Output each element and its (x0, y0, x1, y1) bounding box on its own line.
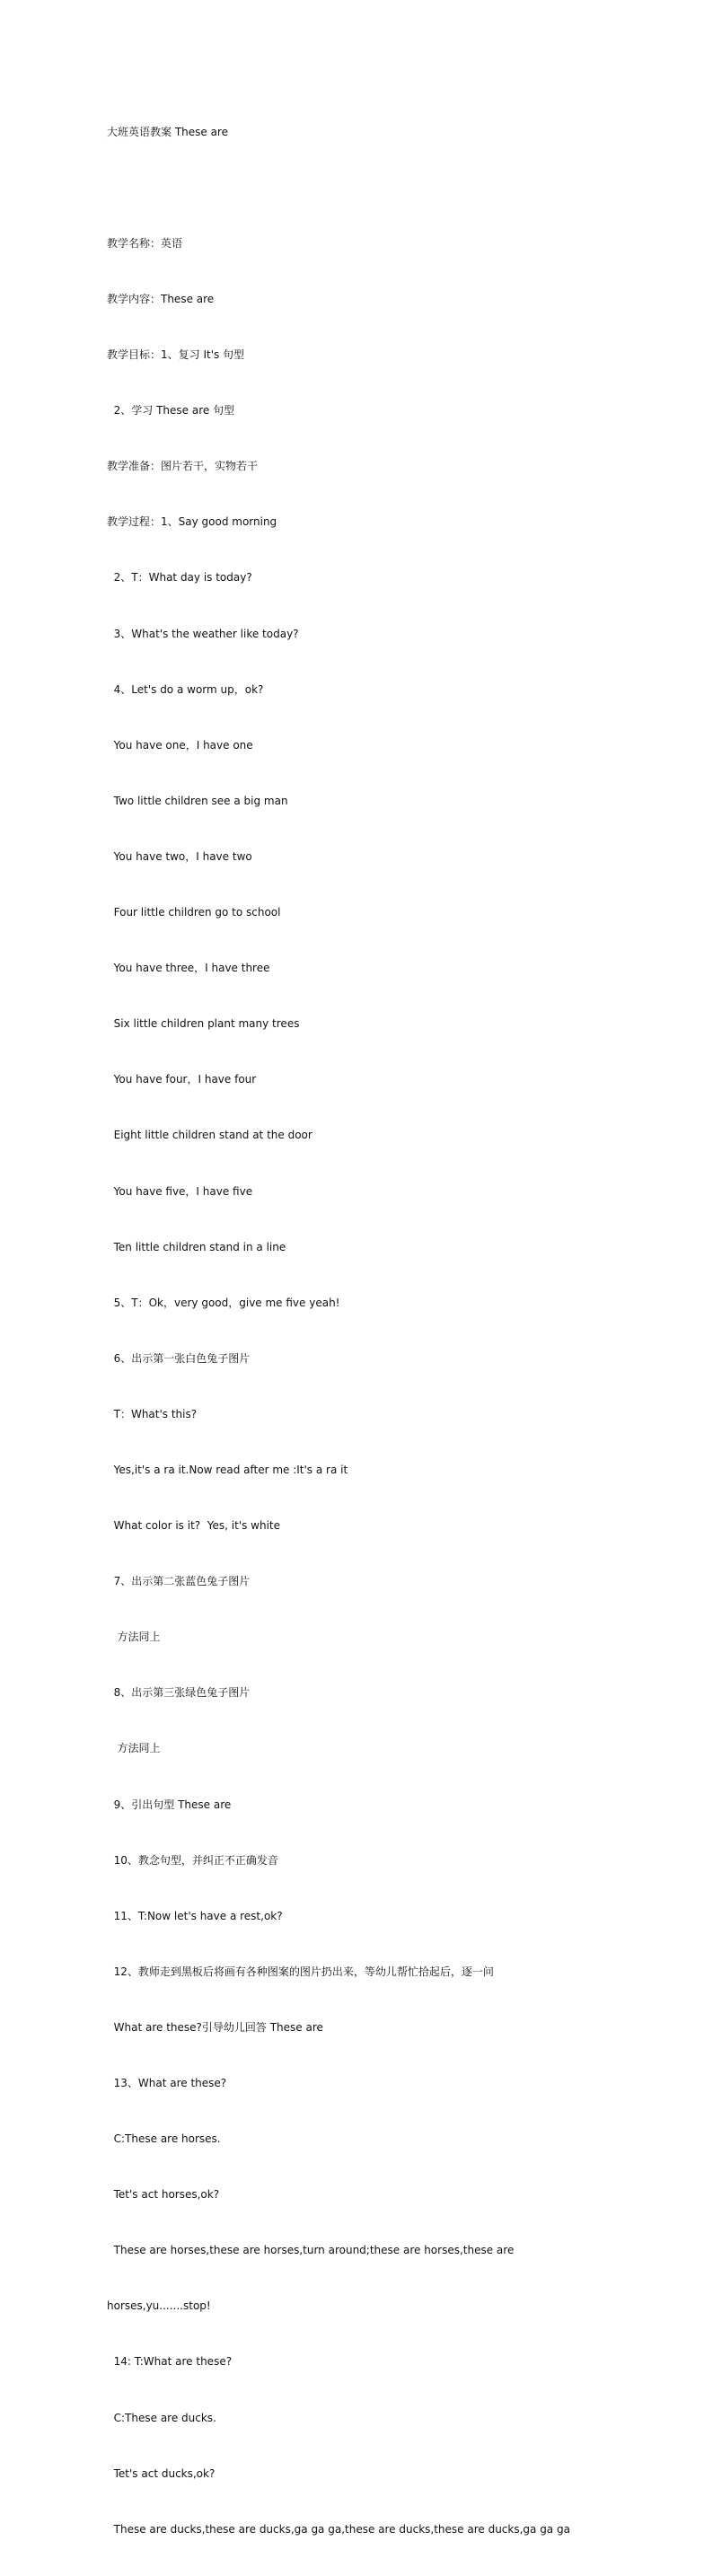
text-line: 10、教念句型，并纠正不正确发音 (107, 1853, 278, 1867)
text-line: horses,yu.......stop! (107, 2299, 211, 2313)
text-line: 教学内容：These are (107, 293, 215, 305)
document-body (107, 86, 610, 2576)
text-line: C:These are ducks. (107, 2411, 216, 2424)
text-line: Tet's act horses,ok? (107, 2188, 220, 2202)
text-line: 7、出示第二张蓝色兔子图片 (107, 1575, 251, 1588)
text-line: 2、学习 These are 句型 (107, 404, 235, 418)
text-line: These are horses,these are horses,turn around;these are horses,these are (107, 2244, 515, 2257)
text-line: 3、What's the weather like today? (107, 627, 299, 640)
text-line: 教学名称：英语 (107, 236, 183, 250)
text-line: 教学过程：1、Say good morning (107, 515, 277, 529)
text-line: Ten little children stand in a line (107, 1240, 286, 1253)
text-line: T：What's this? (107, 1407, 198, 1420)
text-line: You have two，I have two (107, 849, 252, 863)
text-line: Eight little children stand at the door (107, 1129, 312, 1142)
text-line: Tet's act ducks,ok? (107, 2466, 216, 2480)
text-line: 4、Let's do a worm up，ok? (107, 682, 264, 696)
text-line: What are these?引导幼儿回答 These are (107, 2020, 323, 2034)
text-line: You have three，I have three (107, 962, 270, 975)
text-line: Four little children go to school (107, 906, 281, 919)
blank-line (107, 180, 610, 198)
text-line: You have five，I have five (107, 1184, 253, 1198)
text-line: Two little children see a big man (107, 794, 288, 807)
text-line: 12、教师走到黑板后将画有各种图案的图片扔出来，等幼儿帮忙拾起后，逐一问 (107, 1965, 494, 1978)
text-line: These are ducks,these are ducks,ga ga ga,these are ducks,these are ducks,ga ga ga (107, 2522, 570, 2536)
text-line: 8、出示第三张绿色兔子图片 (107, 1686, 251, 1700)
text-line: 11、T:Now let's have a rest,ok? (107, 1909, 283, 1922)
text-line: 6、出示第一张白色兔子图片 (107, 1351, 251, 1365)
text-line: You have one，I have one (107, 738, 253, 752)
text-line: 5、T：Ok，very good，give me five yeah! (107, 1296, 340, 1309)
text-line: 教学目标：1、复习 It's 句型 (107, 348, 245, 362)
text-line: Six little children plant many trees (107, 1017, 300, 1031)
text-line: You have four，I have four (107, 1073, 257, 1086)
text-line: 13、What are these? (107, 2077, 227, 2089)
text-line: 教学准备：图片若干，实物若干 (107, 460, 259, 473)
text-line: Yes,it's a ra it.Now read after me :It's a ra it (107, 1463, 348, 1476)
text-line: 方法同上 (107, 1742, 161, 1755)
text-line: 14: T:What are these? (107, 2355, 233, 2369)
text-line: 2、T：What day is today? (107, 571, 252, 585)
text-line: What color is it? Yes, it's white (107, 1519, 281, 1533)
text-line: C:These are horses. (107, 2132, 221, 2146)
text-line: 9、引出句型 These are (107, 1798, 232, 1811)
document-title: 大班英语教案 These are (107, 126, 228, 139)
text-line: 方法同上 (107, 1631, 161, 1644)
